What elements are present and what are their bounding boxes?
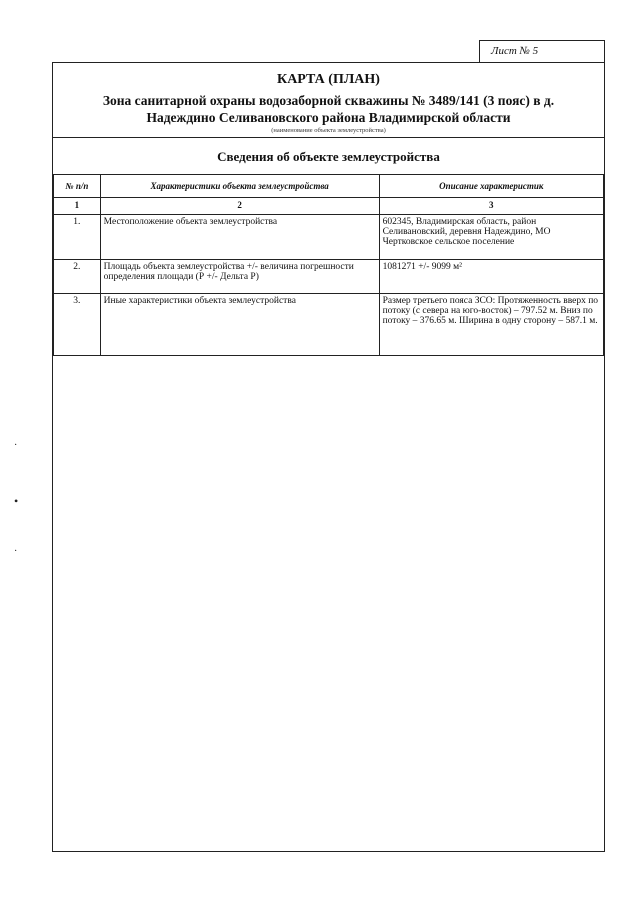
object-name-caption: (наименование объекта землеустройства): [271, 127, 386, 134]
header-characteristic: Характеристики объекта землеустройства: [100, 175, 379, 198]
row-number: 1.: [54, 215, 101, 260]
row-number: 3.: [54, 294, 101, 356]
table-row: [54, 215, 604, 260]
row-description: 602345, Владимирская область, район Селивановский, деревня Надеждино, МО Чертковское сельское поселение: [379, 215, 603, 260]
table-header-row: [54, 175, 604, 198]
row-description: 1081271 +/- 9099 м²: [379, 260, 603, 294]
column-number: 2: [100, 198, 379, 215]
header-number: № п/п: [54, 175, 101, 198]
scan-speck: ·: [14, 440, 18, 451]
document-subtitle: [53, 92, 604, 126]
row-characteristic: Площадь объекта землеустройства +/- величина погрешности определения площади (Р +/- Дельта Р): [100, 260, 379, 294]
row-number: 2.: [54, 260, 101, 294]
column-number: 3: [379, 198, 603, 215]
row-characteristic: Иные характеристики объекта землеустройства: [100, 294, 379, 356]
document-title: КАРТА (ПЛАН): [277, 72, 380, 87]
punch-hole-mark: •: [14, 494, 19, 508]
table-row: [54, 294, 604, 356]
subtitle-line-2: Надеждино Селивановского района Владимирской области: [146, 110, 511, 125]
subtitle-line-1: Зона санитарной охраны водозаборной скважины № 3489/141 (3 пояс) в д.: [102, 93, 555, 108]
divider: [53, 137, 604, 138]
document-frame: [52, 62, 605, 852]
section-title: Сведения об объекте землеустройства: [217, 149, 440, 164]
header-description: Описание характеристик: [379, 175, 603, 198]
sheet-number-label: Лист № 5: [479, 40, 605, 62]
row-description: Размер третьего пояса ЗСО: Протяженность вверх по потоку (с севера на юго-восток) – 797.52 м. Вниз по потоку – 376.65 м. Ширина в одну сторону – 587.1 м.: [379, 294, 603, 356]
characteristics-table: [53, 174, 604, 356]
column-number: 1: [54, 198, 101, 215]
row-characteristic: Местоположение объекта землеустройства: [100, 215, 379, 260]
scan-speck: ·: [14, 546, 18, 557]
column-number-row: [54, 198, 604, 215]
table-row: [54, 260, 604, 294]
